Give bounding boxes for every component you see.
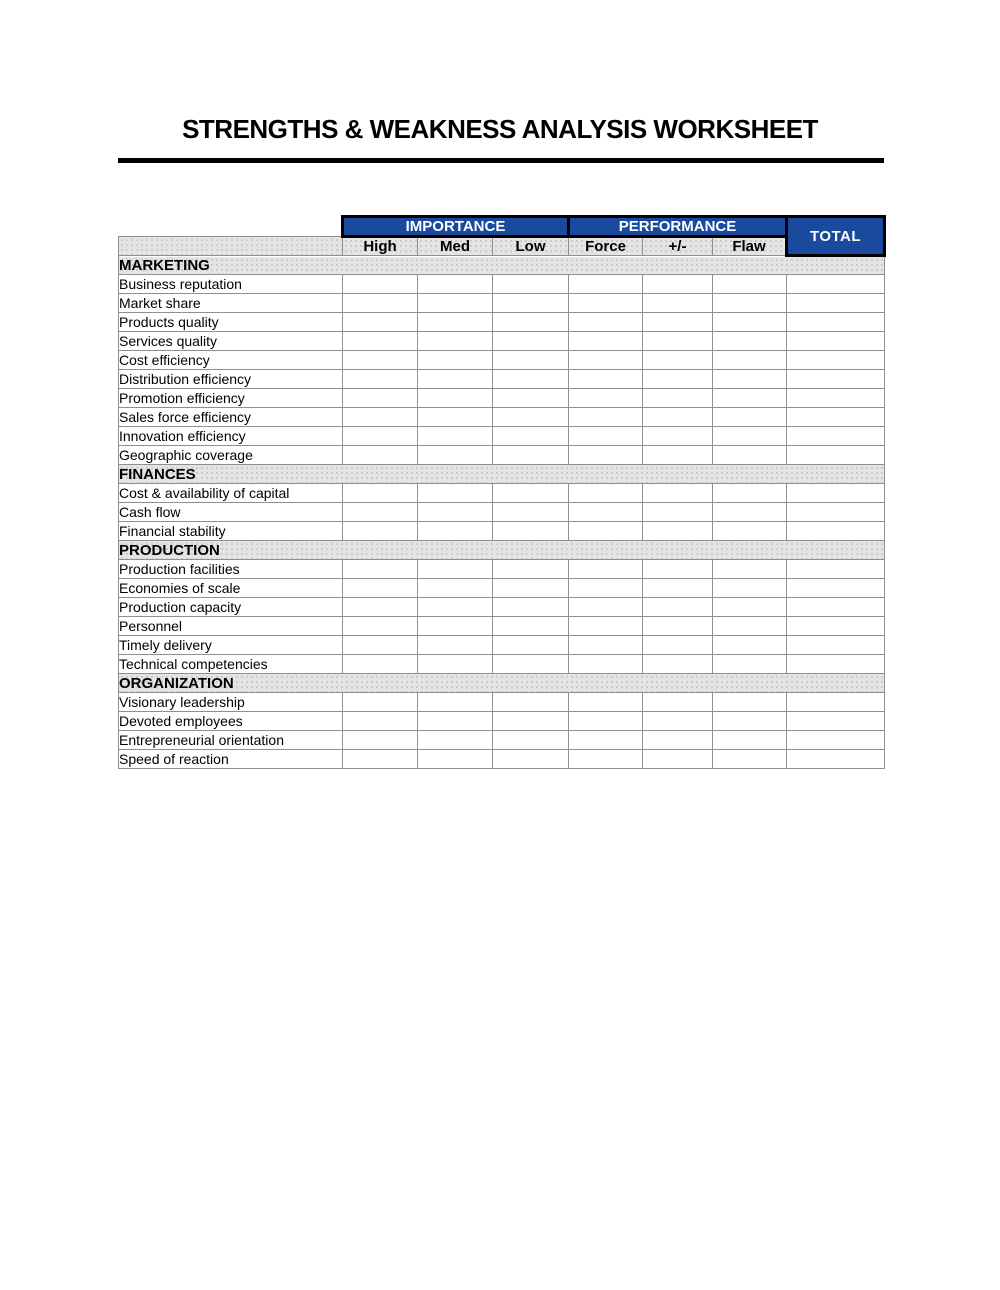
row-label: Technical competencies <box>119 655 343 674</box>
row-label: Speed of reaction <box>119 750 343 769</box>
grid-cell <box>569 389 643 408</box>
grid-cell <box>418 560 493 579</box>
grid-cell <box>569 275 643 294</box>
grid-cell <box>493 427 569 446</box>
grid-cell <box>343 712 418 731</box>
row-label: Entrepreneurial orientation <box>119 731 343 750</box>
grid-cell <box>343 522 418 541</box>
grid-cell <box>713 750 787 769</box>
row-label: Timely delivery <box>119 636 343 655</box>
grid-cell <box>643 313 713 332</box>
table-row <box>119 636 885 655</box>
grid-cell <box>343 427 418 446</box>
grid-cell <box>343 655 418 674</box>
grid-cell <box>713 427 787 446</box>
grid-cell <box>493 389 569 408</box>
grid-cell <box>643 522 713 541</box>
grid-cell <box>643 370 713 389</box>
total-cell <box>787 370 885 389</box>
section-row <box>119 674 885 693</box>
group-header-performance: PERFORMANCE <box>569 217 787 237</box>
grid-cell <box>569 332 643 351</box>
section-header-finances: FINANCES <box>119 465 885 484</box>
grid-cell <box>643 503 713 522</box>
grid-cell <box>713 693 787 712</box>
total-cell <box>787 275 885 294</box>
grid-cell <box>418 351 493 370</box>
grid-cell <box>713 598 787 617</box>
section-header-marketing: MARKETING <box>119 256 885 275</box>
grid-cell <box>343 484 418 503</box>
row-label: Devoted employees <box>119 712 343 731</box>
grid-cell <box>643 427 713 446</box>
grid-cell <box>343 598 418 617</box>
grid-cell <box>418 712 493 731</box>
table-row <box>119 712 885 731</box>
grid-cell <box>713 351 787 370</box>
grid-cell <box>643 617 713 636</box>
grid-cell <box>569 313 643 332</box>
grid-cell <box>343 313 418 332</box>
col-header-flaw: Flaw <box>713 237 787 256</box>
grid-cell <box>643 693 713 712</box>
group-header-row <box>119 217 885 237</box>
grid-cell <box>418 693 493 712</box>
grid-cell <box>569 731 643 750</box>
grid-cell <box>643 408 713 427</box>
grid-cell <box>569 560 643 579</box>
table-row <box>119 294 885 313</box>
grid-cell <box>713 332 787 351</box>
grid-cell <box>343 351 418 370</box>
grid-cell <box>493 313 569 332</box>
total-cell <box>787 389 885 408</box>
grid-cell <box>418 332 493 351</box>
header-spacer <box>119 217 343 237</box>
grid-cell <box>343 617 418 636</box>
grid-cell <box>493 408 569 427</box>
grid-cell <box>343 446 418 465</box>
row-label: Financial stability <box>119 522 343 541</box>
grid-cell <box>713 579 787 598</box>
grid-cell <box>569 427 643 446</box>
grid-cell <box>569 617 643 636</box>
grid-cell <box>569 446 643 465</box>
grid-cell <box>569 503 643 522</box>
grid-cell <box>418 579 493 598</box>
grid-cell <box>643 560 713 579</box>
table-row <box>119 750 885 769</box>
grid-cell <box>418 389 493 408</box>
grid-cell <box>643 389 713 408</box>
total-cell <box>787 617 885 636</box>
row-label: Business reputation <box>119 275 343 294</box>
grid-cell <box>418 617 493 636</box>
section-row <box>119 256 885 275</box>
grid-cell <box>643 731 713 750</box>
row-label: Innovation efficiency <box>119 427 343 446</box>
col-header-low: Low <box>493 237 569 256</box>
col-header-force: Force <box>569 237 643 256</box>
grid-cell <box>343 389 418 408</box>
table-row <box>119 655 885 674</box>
grid-cell <box>643 636 713 655</box>
grid-cell <box>643 750 713 769</box>
total-cell <box>787 522 885 541</box>
grid-cell <box>713 655 787 674</box>
grid-cell <box>643 332 713 351</box>
table-row <box>119 313 885 332</box>
grid-cell <box>493 693 569 712</box>
grid-cell <box>569 655 643 674</box>
grid-cell <box>418 427 493 446</box>
row-label: Visionary leadership <box>119 693 343 712</box>
table-row <box>119 332 885 351</box>
grid-cell <box>343 503 418 522</box>
grid-cell <box>493 351 569 370</box>
row-label: Cost & availability of capital <box>119 484 343 503</box>
grid-cell <box>493 294 569 313</box>
grid-cell <box>713 503 787 522</box>
page-title: STRENGTHS & WEAKNESS ANALYSIS WORKSHEET <box>182 114 818 144</box>
row-label: Cash flow <box>119 503 343 522</box>
table-row <box>119 446 885 465</box>
grid-cell <box>569 579 643 598</box>
total-cell <box>787 750 885 769</box>
total-cell <box>787 351 885 370</box>
table-row <box>119 731 885 750</box>
grid-cell <box>343 636 418 655</box>
total-cell <box>787 332 885 351</box>
grid-cell <box>713 294 787 313</box>
table-row <box>119 579 885 598</box>
grid-cell <box>493 275 569 294</box>
grid-cell <box>418 313 493 332</box>
grid-cell <box>418 655 493 674</box>
grid-cell <box>343 693 418 712</box>
grid-cell <box>713 313 787 332</box>
total-cell <box>787 712 885 731</box>
column-header-row <box>119 237 885 256</box>
row-label: Cost efficiency <box>119 351 343 370</box>
total-cell <box>787 446 885 465</box>
grid-cell <box>418 731 493 750</box>
grid-cell <box>569 522 643 541</box>
grid-cell <box>418 503 493 522</box>
grid-cell <box>493 503 569 522</box>
total-cell <box>787 579 885 598</box>
grid-cell <box>643 655 713 674</box>
grid-cell <box>569 484 643 503</box>
grid-cell <box>493 731 569 750</box>
table-row <box>119 370 885 389</box>
grid-cell <box>343 750 418 769</box>
row-label: Services quality <box>119 332 343 351</box>
grid-cell <box>343 294 418 313</box>
grid-cell <box>418 408 493 427</box>
row-label: Production capacity <box>119 598 343 617</box>
row-label: Production facilities <box>119 560 343 579</box>
grid-cell <box>569 408 643 427</box>
table-row <box>119 598 885 617</box>
grid-cell <box>569 370 643 389</box>
total-cell <box>787 560 885 579</box>
grid-cell <box>418 636 493 655</box>
grid-cell <box>493 750 569 769</box>
grid-cell <box>418 294 493 313</box>
total-cell <box>787 503 885 522</box>
grid-cell <box>493 617 569 636</box>
grid-cell <box>493 370 569 389</box>
grid-cell <box>643 275 713 294</box>
grid-cell <box>713 560 787 579</box>
grid-cell <box>713 370 787 389</box>
grid-cell <box>493 655 569 674</box>
grid-cell <box>713 389 787 408</box>
table-row <box>119 560 885 579</box>
col-header-high: High <box>343 237 418 256</box>
group-header-importance: IMPORTANCE <box>343 217 569 237</box>
row-label: Market share <box>119 294 343 313</box>
col-header-med: Med <box>418 237 493 256</box>
total-cell <box>787 313 885 332</box>
table-row <box>119 617 885 636</box>
table-row <box>119 389 885 408</box>
grid-cell <box>418 275 493 294</box>
section-row <box>119 465 885 484</box>
grid-cell <box>569 750 643 769</box>
total-cell <box>787 598 885 617</box>
grid-cell <box>343 370 418 389</box>
grid-cell <box>493 446 569 465</box>
grid-cell <box>493 484 569 503</box>
grid-cell <box>643 598 713 617</box>
grid-cell <box>713 484 787 503</box>
table-row <box>119 484 885 503</box>
grid-cell <box>493 579 569 598</box>
title-rule <box>118 158 884 163</box>
table-row <box>119 408 885 427</box>
grid-cell <box>343 408 418 427</box>
total-cell <box>787 731 885 750</box>
table-row <box>119 351 885 370</box>
grid-cell <box>569 351 643 370</box>
grid-cell <box>713 731 787 750</box>
grid-cell <box>569 693 643 712</box>
col-header-plusminus: +/- <box>643 237 713 256</box>
row-label: Geographic coverage <box>119 446 343 465</box>
grid-cell <box>418 484 493 503</box>
row-label: Sales force efficiency <box>119 408 343 427</box>
table-row <box>119 427 885 446</box>
total-cell <box>787 294 885 313</box>
grid-cell <box>643 484 713 503</box>
grid-cell <box>569 712 643 731</box>
grid-cell <box>343 275 418 294</box>
grid-cell <box>713 617 787 636</box>
section-header-organization: ORGANIZATION <box>119 674 885 693</box>
grid-cell <box>569 598 643 617</box>
grid-cell <box>343 332 418 351</box>
label-column-header <box>119 237 343 256</box>
total-cell <box>787 408 885 427</box>
grid-cell <box>343 579 418 598</box>
grid-cell <box>493 522 569 541</box>
grid-cell <box>493 598 569 617</box>
grid-cell <box>493 636 569 655</box>
grid-cell <box>493 560 569 579</box>
table-row <box>119 503 885 522</box>
row-label: Economies of scale <box>119 579 343 598</box>
grid-cell <box>343 560 418 579</box>
grid-cell <box>418 370 493 389</box>
row-label: Promotion efficiency <box>119 389 343 408</box>
total-cell <box>787 693 885 712</box>
grid-cell <box>643 712 713 731</box>
grid-cell <box>418 750 493 769</box>
total-cell <box>787 484 885 503</box>
grid-cell <box>418 446 493 465</box>
row-label: Distribution efficiency <box>119 370 343 389</box>
grid-cell <box>643 294 713 313</box>
grid-cell <box>713 408 787 427</box>
total-header: TOTAL <box>787 217 885 256</box>
total-cell <box>787 655 885 674</box>
grid-cell <box>713 275 787 294</box>
table-row <box>119 275 885 294</box>
section-header-production: PRODUCTION <box>119 541 885 560</box>
table-row <box>119 522 885 541</box>
row-label: Personnel <box>119 617 343 636</box>
grid-cell <box>643 351 713 370</box>
total-cell <box>787 427 885 446</box>
grid-cell <box>713 636 787 655</box>
grid-cell <box>569 294 643 313</box>
grid-cell <box>643 446 713 465</box>
grid-cell <box>418 598 493 617</box>
grid-cell <box>493 332 569 351</box>
grid-cell <box>418 522 493 541</box>
table-row <box>119 693 885 712</box>
row-label: Products quality <box>119 313 343 332</box>
grid-cell <box>343 731 418 750</box>
grid-cell <box>569 636 643 655</box>
section-row <box>119 541 885 560</box>
worksheet-table <box>118 215 886 769</box>
grid-cell <box>713 446 787 465</box>
grid-cell <box>713 522 787 541</box>
grid-cell <box>713 712 787 731</box>
total-cell <box>787 636 885 655</box>
grid-cell <box>643 579 713 598</box>
grid-cell <box>493 712 569 731</box>
